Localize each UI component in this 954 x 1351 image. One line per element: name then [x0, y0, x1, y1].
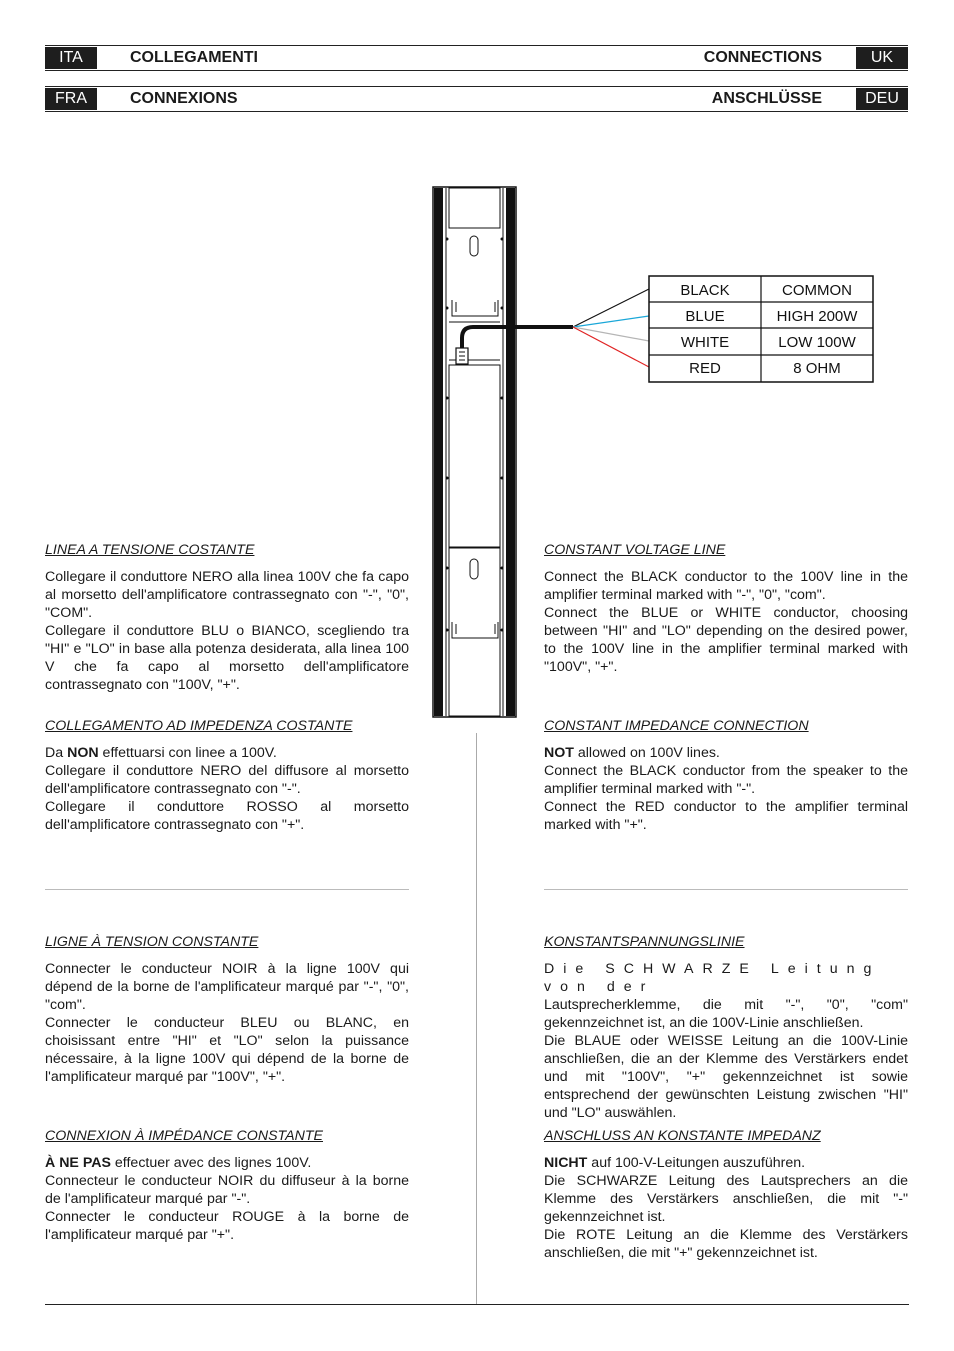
- uk-impedance-p1: NOT allowed on 100V lines.: [544, 745, 720, 761]
- divider-left: [45, 889, 409, 890]
- fra-voltage-p1: Connecter le conducteur NOIR à la ligne 100V qui dépend de la borne de l'amplificateur marqué par "-", "0", "com".: [45, 961, 409, 1013]
- fra-impedance-title: CONNEXION À IMPÉDANCE CONSTANTE: [45, 1128, 323, 1144]
- title-collegamenti: COLLEGAMENTI: [130, 49, 258, 66]
- wiring-color-4: RED: [689, 360, 721, 377]
- divider-right: [544, 889, 908, 890]
- deu-impedance-p3: Die ROTE Leitung an die Klemme des Verstärkers anschließen, die mit "+" gekennzeichnet ist.: [544, 1227, 908, 1261]
- ita-impedance-title: COLLEGAMENTO AD IMPEDENZA COSTANTE: [45, 718, 353, 734]
- deu-voltage-title: KONSTANTSPANNUNGSLINIE: [544, 934, 745, 950]
- lang-tag-fra: FRA: [45, 88, 97, 110]
- deu-impedance-p1: NICHT auf 100-V-Leitungen auszuführen.: [544, 1155, 806, 1171]
- fan-out-wires: [573, 289, 649, 367]
- fra-impedance-p1: À NE PAS effectuer avec des lignes 100V.: [45, 1155, 312, 1171]
- ita-voltage-section: [45, 541, 409, 694]
- wiring-table: [649, 276, 873, 382]
- uk-voltage-title: CONSTANT VOLTAGE LINE: [544, 542, 726, 558]
- wiring-color-1: BLACK: [680, 282, 730, 299]
- uk-impedance-title: CONSTANT IMPEDANCE CONNECTION: [544, 718, 809, 734]
- lang-tag-ita: ITA: [45, 47, 97, 69]
- wiring-function-4: 8 OHM: [793, 360, 841, 377]
- ita-impedance-p1: Da NON effettuarsi con linee a 100V.: [45, 745, 277, 761]
- lang-tag-deu: DEU: [856, 88, 908, 110]
- deu-impedance-p2: Die SCHWARZE Leitung des Lautsprechers an die Klemme des Verstärkers anschließen, die mit "-" gekennzeichnet ist.: [544, 1173, 908, 1225]
- fra-impedance-p3: Connecter le conducteur ROUGE à la borne de l'amplificateur marqué par "+".: [45, 1209, 409, 1243]
- fra-voltage-title: LIGNE À TENSION CONSTANTE: [45, 934, 259, 950]
- wiring-function-2: HIGH 200W: [776, 308, 858, 325]
- uk-voltage-section: [544, 541, 908, 676]
- title-connexions: CONNEXIONS: [130, 90, 238, 107]
- uk-impedance-p2: Connect the BLACK conductor from the speaker to the amplifier terminal marked with "-".: [544, 763, 908, 797]
- column-speaker-drawing: [433, 187, 516, 717]
- deu-voltage-p2: Die BLAUE oder WEISSE Leitung an die 100V-Linie anschließen, die an der Klemme des Verstärkers endet und mit "100V", "+" gekennzeichnet ist sowie entsprechend der gewünschten Leistung zwischen "HI" und "LO" auswählen.: [544, 1033, 908, 1121]
- fra-impedance-section: [45, 1127, 409, 1244]
- ita-voltage-title: LINEA A TENSIONE COSTANTE: [45, 542, 255, 558]
- fra-voltage-p2: Connecter le conducteur BLEU ou BLANC, en choisissant entre "HI" et "LO" selon la puissance nécessaire, à la ligne 100V qui dépend de la borne de l'amplificateur marqué par "100V", "+".: [45, 1015, 409, 1085]
- deu-voltage-p1-spaced: Die SCHWARZE Leitung von der: [544, 961, 881, 995]
- title-connections: CONNECTIONS: [703, 49, 822, 66]
- ita-impedance-p3: Collegare il conduttore ROSSO al morsetto dell'amplificatore contrassegnato con "+".: [45, 799, 409, 833]
- footer-line: [45, 1304, 909, 1305]
- uk-voltage-p2: Connect the BLUE or WHITE conductor, choosing between "HI" and "LO" depending on the desired power, to the 100V line in the amplifier terminal marked with "100V", "+".: [544, 605, 908, 675]
- fra-impedance-p2: Connecteur le conducteur NOIR du diffuseur à la borne de l'amplificateur marqué par "-".: [45, 1173, 409, 1207]
- fra-voltage-section: [45, 933, 409, 1086]
- deu-impedance-section: [544, 1127, 908, 1262]
- deu-impedance-title: ANSCHLUSS AN KONSTANTE IMPEDANZ: [544, 1128, 821, 1144]
- wire-red: [573, 327, 649, 367]
- deu-voltage-section: [544, 933, 908, 1122]
- wiring-function-3: LOW 100W: [778, 334, 856, 351]
- wiring-color-3: WHITE: [680, 334, 730, 351]
- ita-impedance-section: [45, 717, 409, 834]
- uk-voltage-p1: Connect the BLACK conductor to the 100V line in the amplifier terminal marked with "-", "0", "com".: [544, 569, 908, 603]
- uk-impedance-p3: Connect the RED conductor to the amplifier terminal marked with "+".: [544, 799, 908, 833]
- wiring-color-2: BLUE: [685, 308, 725, 325]
- lang-tag-uk: UK: [856, 47, 908, 69]
- title-anschlusse: ANSCHLÜSSE: [711, 90, 822, 107]
- ita-voltage-p1: Collegare il conduttore NERO alla linea 100V che fa capo al morsetto dell'amplificatore contrassegnato con "-", "0", "COM".: [45, 569, 409, 621]
- uk-impedance-section: [544, 717, 908, 834]
- wiring-function-1: COMMON: [782, 282, 852, 299]
- ita-impedance-p2: Collegare il conduttore NERO del diffusore al morsetto dell'amplificatore contrassegnato con "-".: [45, 763, 409, 797]
- ita-voltage-p2: Collegare il conduttore BLU o BIANCO, scegliendo tra "HI" e "LO" in base alla potenza desiderata, alla linea 100 V che fa capo al morsetto dell'amplificatore contrassegnato con "100V, "+".: [45, 623, 409, 693]
- deu-voltage-p1-rest: Lautsprecherklemme, die mit "-", "0", "com" gekennzeichnet ist, an die 100V-Linie anschließen.: [544, 997, 908, 1031]
- wire-white: [573, 327, 649, 341]
- column-divider: [476, 733, 477, 1305]
